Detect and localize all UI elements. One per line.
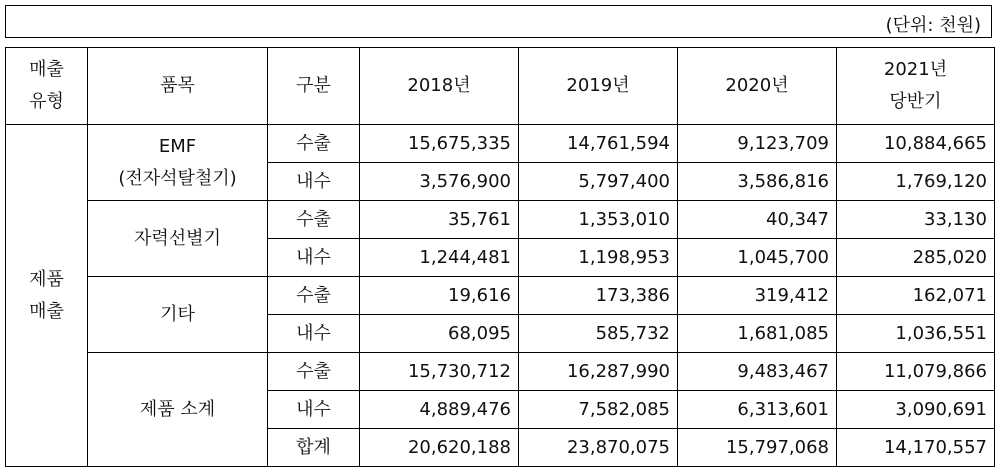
value-cell: 162,071: [837, 277, 995, 315]
value-cell: 9,123,709: [678, 125, 837, 163]
value-cell: 20,620,188: [360, 429, 519, 467]
category-label: 합계: [268, 429, 360, 467]
product-name-line2: (전자석탈철기): [118, 167, 237, 189]
value-cell: 23,870,075: [519, 429, 678, 467]
value-cell: 1,045,700: [678, 239, 837, 277]
value-cell: 7,582,085: [519, 391, 678, 429]
value-cell: 14,761,594: [519, 125, 678, 163]
value-cell: 3,576,900: [360, 163, 519, 201]
value-cell: 173,386: [519, 277, 678, 315]
product-name-cell: [88, 353, 268, 467]
value-cell: 1,244,481: [360, 239, 519, 277]
value-cell: 3,090,691: [837, 391, 995, 429]
value-cell: 5,797,400: [519, 163, 678, 201]
category-label: 내수: [268, 315, 360, 353]
table-row: [6, 125, 995, 163]
value-cell: 1,353,010: [519, 201, 678, 239]
category-label: 내수: [268, 391, 360, 429]
category-label: 수출: [268, 277, 360, 315]
value-cell: 16,287,990: [519, 353, 678, 391]
sales-type-cell: [6, 125, 88, 467]
value-cell: 1,681,085: [678, 315, 837, 353]
header-sales-type-line2: 유형: [29, 91, 64, 112]
value-cell: 15,675,335: [360, 125, 519, 163]
header-2021-half: [837, 48, 995, 125]
sales-table: [5, 47, 995, 467]
value-cell: 10,884,665: [837, 125, 995, 163]
value-cell: 35,761: [360, 201, 519, 239]
header-category: 구분: [268, 48, 360, 125]
header-product: 품목: [88, 48, 268, 125]
value-cell: 585,732: [519, 315, 678, 353]
table-row: [6, 201, 995, 239]
value-cell: 11,079,866: [837, 353, 995, 391]
unit-label: (단위: 천원): [885, 15, 981, 36]
product-name-cell: [88, 201, 268, 277]
value-cell: 3,586,816: [678, 163, 837, 201]
value-cell: 40,347: [678, 201, 837, 239]
category-label: 수출: [268, 125, 360, 163]
unit-box: [5, 5, 992, 38]
value-cell: 6,313,601: [678, 391, 837, 429]
product-name-line1: 제품 소계: [139, 398, 216, 420]
category-label: 수출: [268, 353, 360, 391]
sales-type-line2: 매출: [29, 300, 64, 322]
value-cell: 1,769,120: [837, 163, 995, 201]
product-name-line1: EMF: [158, 135, 197, 157]
header-row: [6, 48, 995, 125]
header-2020: 2020년: [678, 48, 837, 125]
product-name-cell: [88, 277, 268, 353]
value-cell: 15,797,068: [678, 429, 837, 467]
value-cell: 33,130: [837, 201, 995, 239]
header-2019: 2019년: [519, 48, 678, 125]
header-sales-type: [6, 48, 88, 125]
category-label: 내수: [268, 163, 360, 201]
value-cell: 4,889,476: [360, 391, 519, 429]
table-row: [6, 277, 995, 315]
category-label: 내수: [268, 239, 360, 277]
category-label: 수출: [268, 201, 360, 239]
value-cell: 319,412: [678, 277, 837, 315]
value-cell: 68,095: [360, 315, 519, 353]
value-cell: 285,020: [837, 239, 995, 277]
table-body: [6, 48, 995, 467]
product-name-cell: [88, 125, 268, 201]
value-cell: 19,616: [360, 277, 519, 315]
header-2018: 2018년: [360, 48, 519, 125]
value-cell: 15,730,712: [360, 353, 519, 391]
header-sales-type-line1: 매출: [29, 59, 64, 80]
header-2021-line2: 당반기: [889, 91, 942, 112]
header-2021-line1: 2021년: [883, 59, 948, 80]
value-cell: 14,170,557: [837, 429, 995, 467]
value-cell: 1,198,953: [519, 239, 678, 277]
value-cell: 9,483,467: [678, 353, 837, 391]
sales-type-line1: 제품: [29, 268, 64, 290]
table-row: [6, 353, 995, 391]
product-name-line1: 기타: [160, 303, 195, 325]
value-cell: 1,036,551: [837, 315, 995, 353]
product-name-line1: 자력선별기: [134, 227, 221, 249]
